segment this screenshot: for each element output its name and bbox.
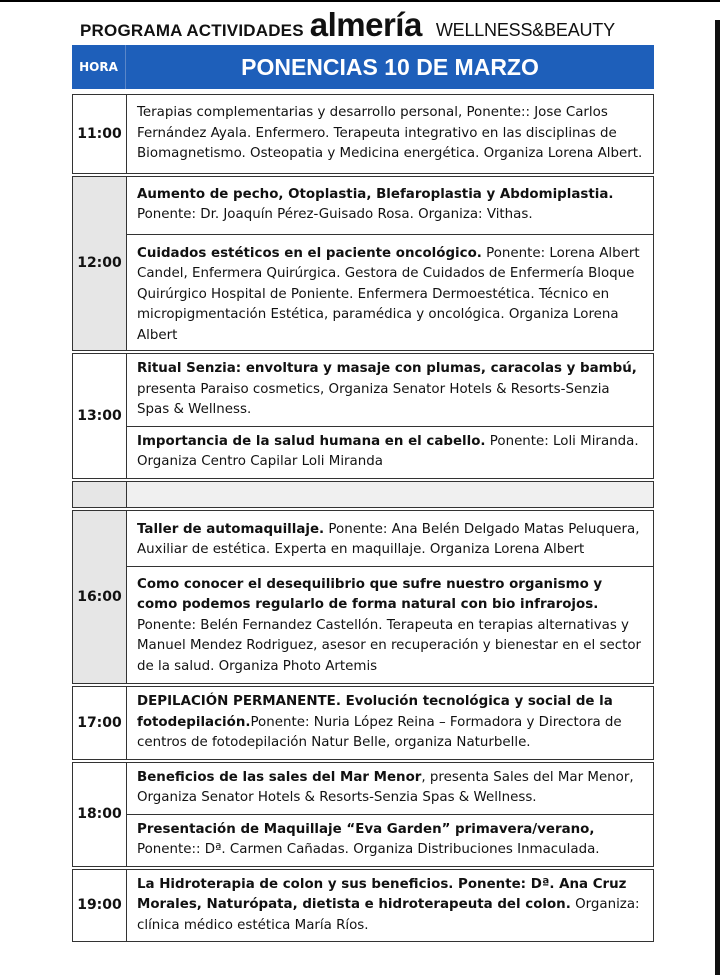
talk-details: Ponente: Lorena Albert Candel, Enfermera Quirúrgica. Gestora de Cuidados de Enfermería Bloque Quirúrgico Hospital de Poniente. Enfermera Dermoestética. Técnico en micropigmentación Estética, paramédica y oncológica. Organiza Lorena Albert (137, 245, 640, 343)
time-block-1200 (72, 176, 654, 352)
break-row (72, 481, 654, 508)
talk-entry (127, 95, 653, 173)
talk-entry (127, 177, 653, 235)
time-block-1300 (72, 353, 654, 479)
table-header (72, 45, 654, 89)
talk-title: Cuidados estéticos en el paciente oncológico. (137, 245, 482, 261)
talk-entry (127, 870, 653, 942)
talk-title: Importancia de la salud humana en el cabello. (137, 433, 486, 449)
time-block-1100 (72, 94, 654, 174)
talk-details: Terapias complementarias y desarrollo personal, Ponente:: Jose Carlos Fernández Ayala. Enfermero. Terapeuta integrativo en las disciplinas de Biomagnetismo. Osteopatia y Medicina energética. Organiza Lorena Albert. (137, 105, 643, 161)
talk-entry (127, 763, 653, 815)
time-cell: 13:00 (73, 354, 127, 478)
talk-details: Ponente: Loli Miranda. Organiza Centro Capilar Loli Miranda (137, 433, 639, 469)
talk-entry (127, 511, 653, 567)
talk-details: Organiza: clínica médico estética María Ríos. (137, 897, 640, 933)
talk-title: Ritual Senzia: envoltura y masaje con plumas, caracolas y bambú, (137, 361, 637, 376)
page-header (80, 6, 700, 43)
talk-title: DEPILACIÓN PERMANENTE. Evolución tecnológica y social de la fotodepilación. (137, 694, 613, 730)
schedule-table (72, 45, 654, 942)
talk-details: presenta Paraiso cosmetics, Organiza Senator Hotels & Resorts-Senzia Spas & Wellness. (137, 381, 610, 417)
talk-title: La Hidroterapia de colon y sus beneficios. Ponente: Dª. Ana Cruz Morales, Naturópata, dietista e hidroterapeuta del colon. (137, 876, 627, 912)
talk-details: Ponente: Ana Belén Delgado Matas Peluquera, Auxiliar de estética. Experta en maquillaje. Organiza Lorena Albert (137, 521, 640, 557)
talk-entry (127, 427, 653, 478)
table-title: PONENCIAS 10 DE MARZO (241, 53, 539, 80)
talk-title: Como conocer el desequilibrio que sufre nuestro organismo y como podemos regularlo de forma natural con bio infrarojos. (137, 576, 603, 612)
talk-entry (127, 815, 653, 866)
time-cell: 16:00 (73, 511, 127, 684)
time-cell: 11:00 (73, 95, 127, 173)
talk-title: Taller de automaquillaje. (137, 521, 325, 537)
talk-details: Ponente:: Dª. Carmen Cañadas. Organiza Distribuciones Inmaculada. (137, 842, 600, 857)
brand-logo-text: almería (309, 6, 422, 43)
hora-column-header: HORA (72, 45, 126, 89)
talk-entry (127, 687, 653, 759)
talk-entry (127, 354, 653, 427)
time-block-1900 (72, 869, 654, 943)
talk-entry (127, 235, 653, 351)
time-cell: 18:00 (73, 763, 127, 866)
time-cell-empty (73, 482, 127, 507)
time-block-1700 (72, 686, 654, 760)
talk-details: Ponente: Belén Fernandez Castellón. Terapeuta en terapias alternativas y Manuel Mendez Rodriguez, asesor en recuperación y bienestar en el sector de la salud. Organiza Photo Artemis (137, 617, 642, 674)
talk-title: Aumento de pecho, Otoplastia, Blefaroplastia y Abdomiplastia. (137, 186, 614, 202)
right-edge-bar (715, 20, 720, 975)
talk-details: Ponente: Nuria López Reina – Formadora y Directora de centros de fotodepilación Natur Belle, organiza Naturbelle. (137, 714, 622, 750)
talk-details: , presenta Sales del Mar Menor, Organiza Senator Hotels & Resorts-Senzia Spas & Wellness. (137, 769, 634, 805)
talk-entry (127, 567, 653, 684)
time-cell: 17:00 (73, 687, 127, 759)
time-cell: 19:00 (73, 870, 127, 942)
programa-label: PROGRAMA ACTIVIDADES (80, 21, 304, 40)
tagline: WELLNESS&BEAUTY (435, 20, 615, 40)
talk-title: Beneficios de las sales del Mar Menor (137, 769, 422, 785)
talk-details: Ponente: Dr. Joaquín Pérez-Guisado Rosa. Organiza: Vithas. (137, 207, 533, 222)
time-cell: 12:00 (73, 177, 127, 351)
time-block-1600 (72, 510, 654, 685)
talk-title: Presentación de Maquillaje “Eva Garden” primavera/verano, (137, 821, 595, 837)
time-block-1800 (72, 762, 654, 867)
top-border-line (0, 0, 720, 2)
